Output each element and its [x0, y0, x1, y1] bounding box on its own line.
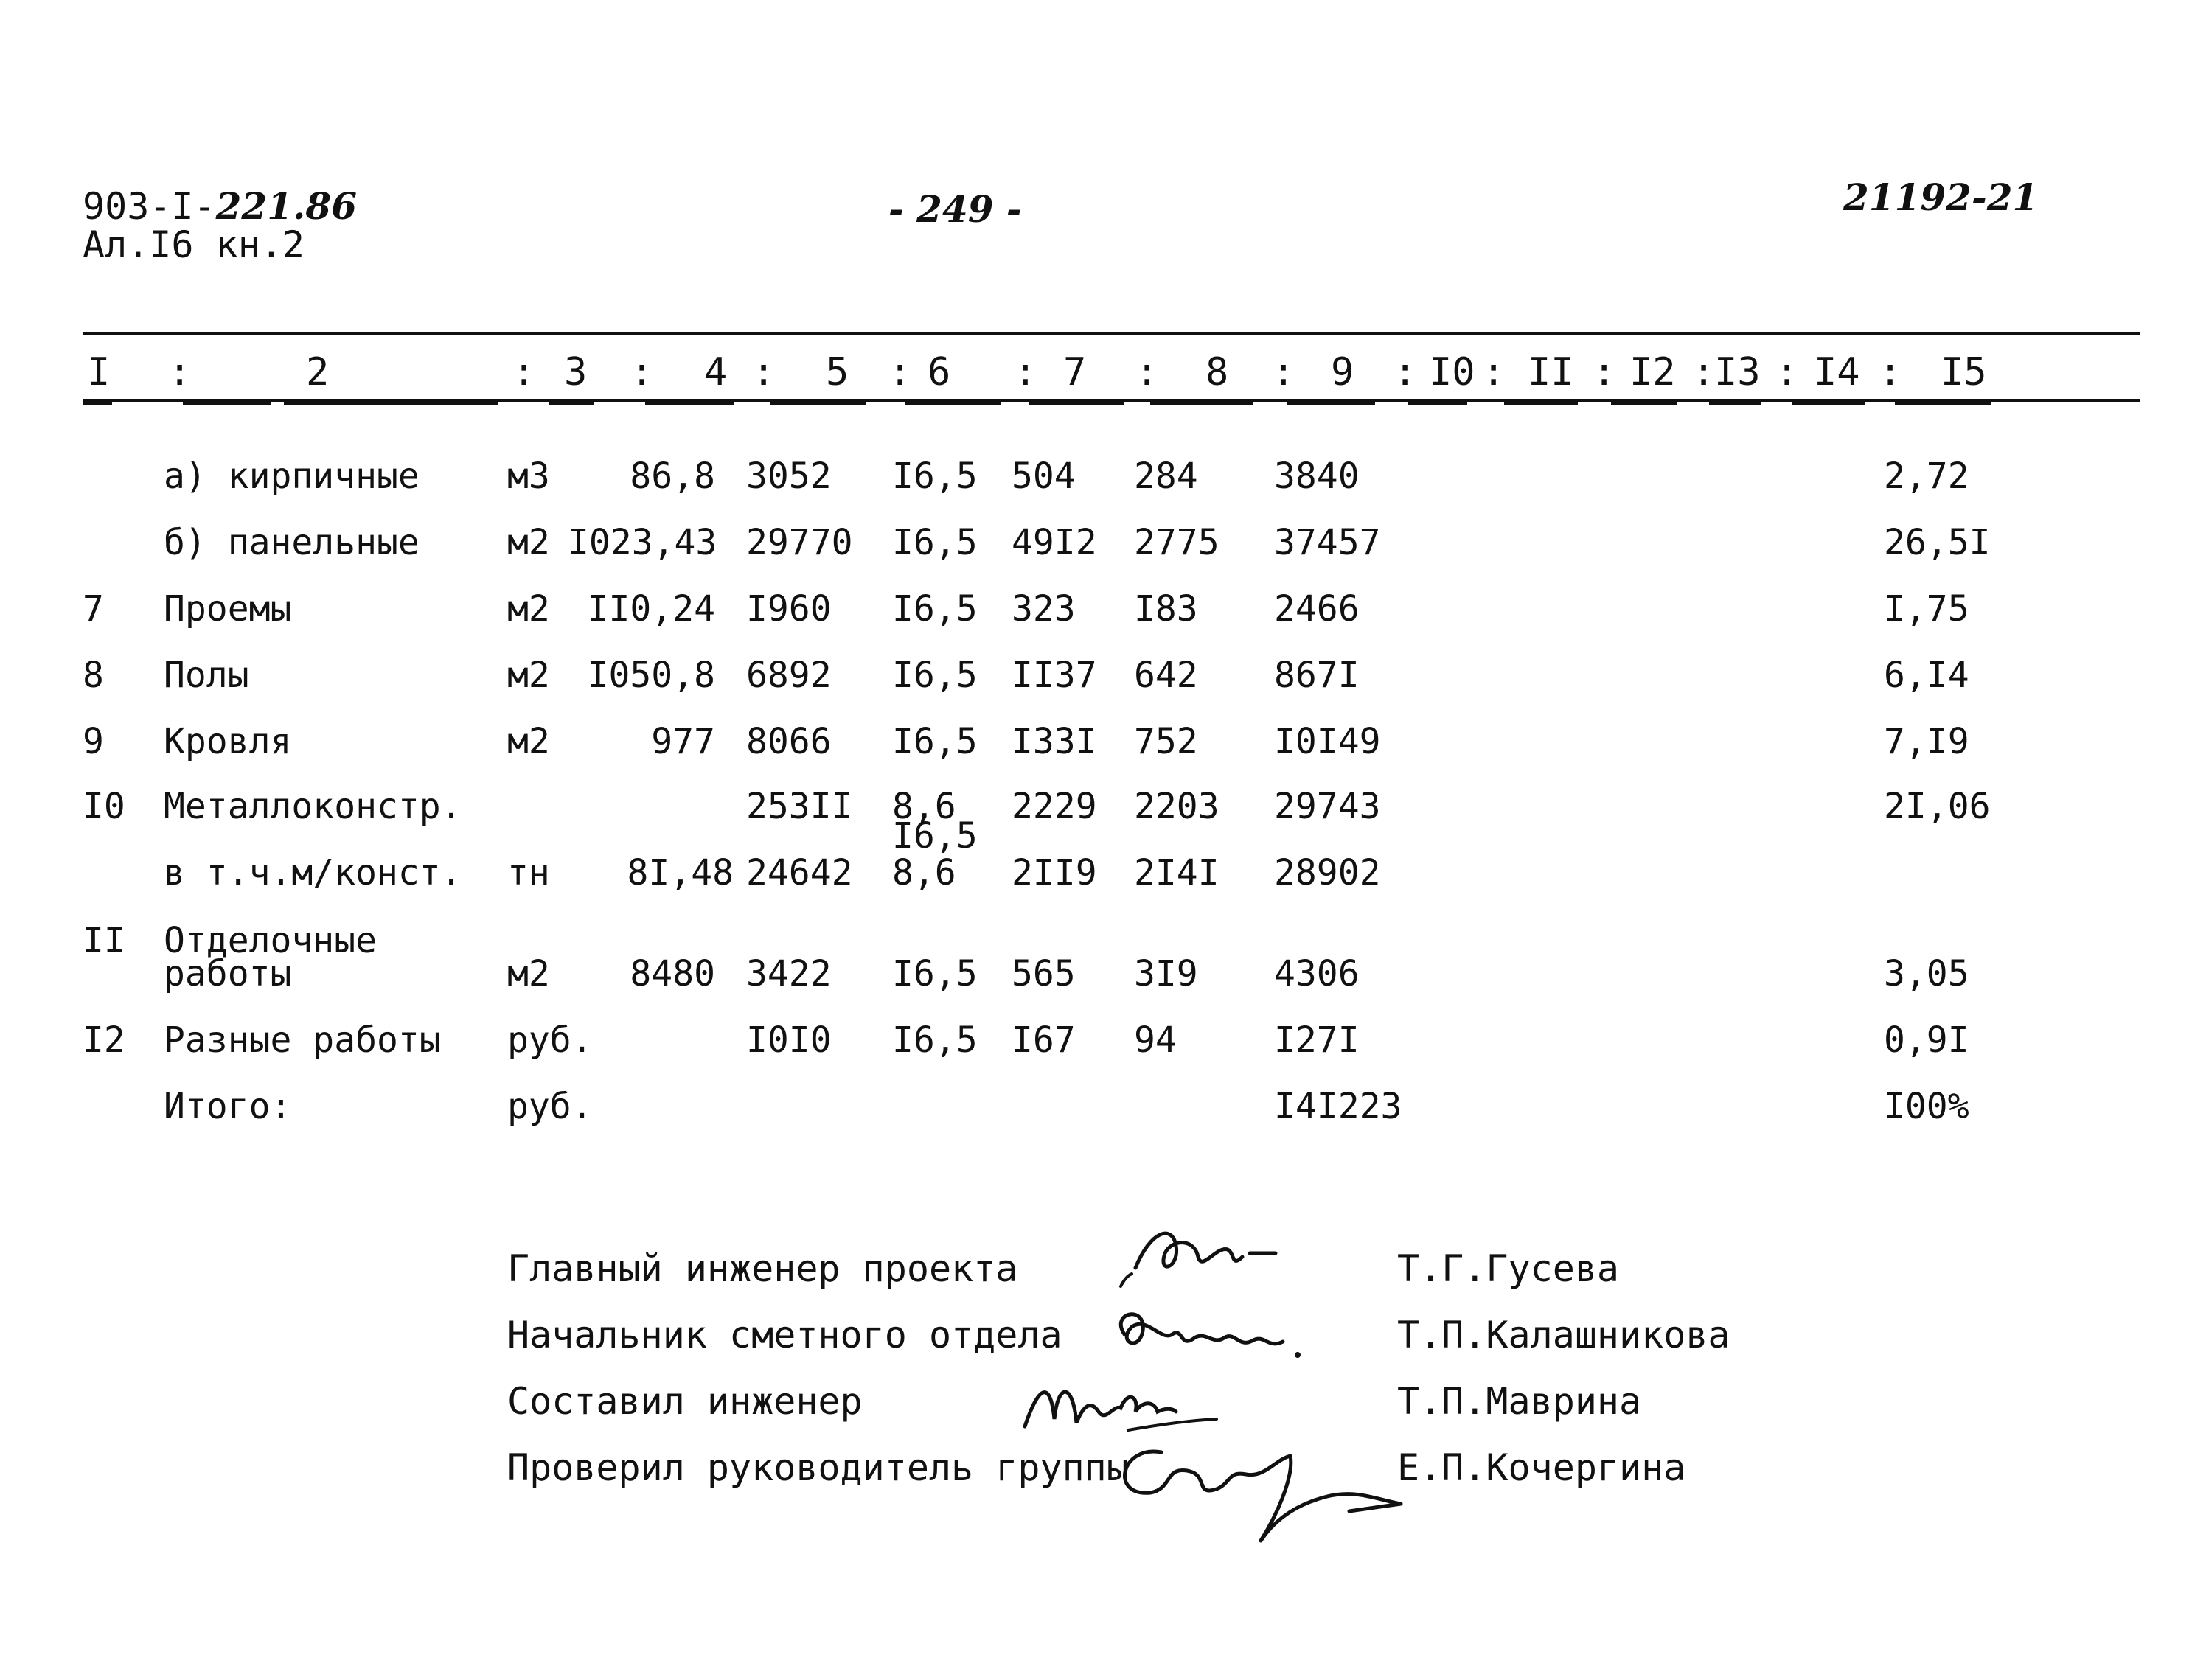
cell-name: Кровля — [164, 721, 292, 762]
reference-number: 21192-21 — [1843, 175, 2039, 219]
document-code — [83, 186, 357, 227]
cell-cost: 6892 — [746, 655, 832, 696]
table-top-rule — [83, 332, 2140, 335]
cell-cost: 8066 — [746, 721, 832, 762]
cell-name: Отделочные — [164, 920, 377, 961]
cell-col7: 323 — [1012, 588, 1076, 630]
cell-number: 8 — [83, 655, 104, 696]
cell-quantity: 8I,48 — [627, 852, 734, 893]
signature-role: Главный инженер проекта — [507, 1247, 1018, 1290]
header-underline — [549, 402, 594, 405]
cell-col8: 284 — [1134, 456, 1198, 497]
column-separator: : — [1014, 350, 1037, 394]
cell-number: 9 — [83, 721, 104, 762]
cell-number: I0 — [83, 786, 125, 827]
cell-rate: I6,5 — [892, 1019, 978, 1061]
header-underline — [183, 402, 271, 405]
cell-col9: 29743 — [1274, 786, 1381, 827]
cell-cost: 29770 — [746, 522, 853, 563]
cell-unit: м2 — [507, 953, 550, 994]
cell-name: Металлоконстр. — [164, 786, 462, 827]
cell-name: в т.ч.м/конст. — [164, 852, 462, 893]
cell-cost: 3422 — [746, 953, 832, 994]
column-separator: : — [1692, 350, 1716, 394]
cell-cost: 3052 — [746, 456, 832, 497]
column-separator: : — [752, 350, 776, 394]
column-header-13: I3 — [1714, 350, 1761, 394]
cell-col7: 504 — [1012, 456, 1076, 497]
cell-unit: руб. — [507, 1019, 593, 1061]
cell-rate: I6,5 — [892, 655, 978, 696]
cell-name: Проемы — [164, 588, 292, 630]
header-underline — [1895, 402, 1991, 405]
header-underline — [645, 402, 734, 405]
cell-quantity: 86,8 — [630, 456, 715, 497]
column-separator: : — [168, 350, 192, 394]
cell-unit: тн — [507, 852, 550, 893]
cell-unit: м2 — [507, 588, 550, 630]
signature-role: Проверил руководитель группы — [507, 1446, 1129, 1489]
column-separator: : — [1879, 350, 1902, 394]
cell-col8: 2I4I — [1134, 852, 1219, 893]
cell-quantity: 977 — [651, 721, 715, 762]
column-separator: : — [512, 350, 536, 394]
header-underline — [83, 402, 112, 405]
cell-col8: 2203 — [1134, 786, 1219, 827]
cell-col9: I4I223 — [1274, 1086, 1402, 1127]
cell-unit: м2 — [507, 721, 550, 762]
cell-rate: 8,6 — [892, 852, 956, 893]
cell-unit: м3 — [507, 456, 550, 497]
cell-col15: 2,72 — [1884, 456, 1969, 497]
cell-col15: 2I,06 — [1884, 786, 1991, 827]
signature-mark — [1106, 1216, 1327, 1297]
header-underline — [1792, 402, 1865, 405]
cell-name: Разные работы — [164, 1019, 441, 1061]
signatory-name: Е.П.Кочергина — [1397, 1446, 1686, 1489]
cell-rate: I6,5 — [892, 456, 978, 497]
column-separator: : — [1394, 350, 1417, 394]
cell-name: Итого: — [164, 1086, 292, 1127]
column-separator: : — [1775, 350, 1799, 394]
cell-col7: 565 — [1012, 953, 1076, 994]
column-separator: : — [888, 350, 912, 394]
cell-col8: 94 — [1134, 1019, 1177, 1061]
signatory-name: Т.Г.Гусева — [1397, 1247, 1620, 1290]
cell-name-continued: работы — [164, 953, 292, 994]
cell-col9: I27I — [1274, 1019, 1360, 1061]
signature-mark — [1106, 1430, 1416, 1555]
column-header-8: 8 — [1205, 350, 1229, 394]
cell-cost: I960 — [746, 588, 832, 630]
signature-role: Составил инженер — [507, 1380, 863, 1423]
cell-unit: руб. — [507, 1086, 593, 1127]
cell-col15: I00% — [1884, 1086, 1969, 1127]
cell-name: б) панельные — [164, 522, 420, 563]
document-code-handwritten: 221.86 — [215, 184, 357, 228]
cell-rate: 8,6 — [892, 786, 956, 827]
signatory-name: Т.П.Калашникова — [1397, 1314, 1730, 1356]
cell-col8: 642 — [1134, 655, 1198, 696]
column-header-11: II — [1528, 350, 1574, 394]
cell-col9: 2466 — [1274, 588, 1360, 630]
cell-col9: 37457 — [1274, 522, 1381, 563]
cell-col9: 28902 — [1274, 852, 1381, 893]
column-header-5: 5 — [826, 350, 849, 394]
cell-col9: I0I49 — [1274, 721, 1381, 762]
cell-name: Полы — [164, 655, 249, 696]
cell-name: а) кирпичные — [164, 456, 420, 497]
cell-rate-secondary: I6,5 — [892, 815, 978, 857]
document-code-prefix: 903-I- — [83, 185, 216, 228]
cell-quantity: 8480 — [630, 953, 715, 994]
cell-number: II — [83, 920, 125, 961]
cell-cost: I0I0 — [746, 1019, 832, 1061]
column-header-1: I — [87, 350, 111, 394]
cell-col15: 26,5I — [1884, 522, 1991, 563]
column-header-7: 7 — [1063, 350, 1087, 394]
cell-quantity: I023,43 — [568, 522, 717, 563]
cell-col7: I33I — [1012, 721, 1097, 762]
cell-number: I2 — [83, 1019, 125, 1061]
header-underline — [905, 402, 1001, 405]
column-header-14: I4 — [1814, 350, 1860, 394]
column-header-10: I0 — [1429, 350, 1475, 394]
cell-rate: I6,5 — [892, 588, 978, 630]
cell-unit: м2 — [507, 522, 550, 563]
cell-col8: 3I9 — [1134, 953, 1198, 994]
cell-rate: I6,5 — [892, 522, 978, 563]
header-underline — [1504, 402, 1578, 405]
cell-col15: I,75 — [1884, 588, 1969, 630]
column-separator: : — [1272, 350, 1295, 394]
column-header-3: 3 — [564, 350, 588, 394]
cell-col7: 49I2 — [1012, 522, 1097, 563]
header-underline — [284, 402, 498, 405]
cell-number: 7 — [83, 588, 104, 630]
header-underline — [1029, 402, 1124, 405]
cell-rate: I6,5 — [892, 721, 978, 762]
cell-col15: 0,9I — [1884, 1019, 1969, 1061]
column-header-6: 6 — [928, 350, 951, 394]
header-underline — [770, 402, 866, 405]
cell-rate: I6,5 — [892, 953, 978, 994]
cell-col8: 2775 — [1134, 522, 1219, 563]
cell-col9: 3840 — [1274, 456, 1360, 497]
cell-col7: II37 — [1012, 655, 1097, 696]
cell-col9: 4306 — [1274, 953, 1360, 994]
cell-quantity: I050,8 — [587, 655, 715, 696]
album-line: Ал.I6 кн.2 — [83, 223, 305, 266]
header-underline — [1408, 402, 1467, 405]
cell-col8: 752 — [1134, 721, 1198, 762]
column-header-9: 9 — [1331, 350, 1354, 394]
cell-quantity: II0,24 — [587, 588, 715, 630]
column-header-15: I5 — [1941, 350, 1987, 394]
cell-col15: 7,I9 — [1884, 721, 1969, 762]
cell-col9: 867I — [1274, 655, 1360, 696]
cell-col8: I83 — [1134, 588, 1198, 630]
signature-role: Начальник сметного отдела — [507, 1314, 1062, 1356]
column-separator: : — [1593, 350, 1616, 394]
cell-col7: 2229 — [1012, 786, 1097, 827]
cell-col7: 2II9 — [1012, 852, 1097, 893]
cell-unit: м2 — [507, 655, 550, 696]
header-underline — [1709, 402, 1761, 405]
column-header-4: 4 — [704, 350, 728, 394]
header-underline — [1611, 402, 1677, 405]
signatory-name: Т.П.Маврина — [1397, 1380, 1642, 1423]
column-header-2: 2 — [306, 350, 330, 394]
cell-col15: 6,I4 — [1884, 655, 1969, 696]
signature-mark — [1102, 1297, 1338, 1371]
column-header-12: I2 — [1629, 350, 1676, 394]
page-number: - 249 - — [888, 187, 1022, 231]
column-separator: : — [630, 350, 654, 394]
cell-cost: 253II — [746, 786, 853, 827]
column-separator: : — [1482, 350, 1506, 394]
column-separator: : — [1135, 350, 1159, 394]
cell-col15: 3,05 — [1884, 953, 1969, 994]
cell-cost: 24642 — [746, 852, 853, 893]
header-underline — [1287, 402, 1375, 405]
header-underline — [1150, 402, 1253, 405]
cell-col7: I67 — [1012, 1019, 1076, 1061]
